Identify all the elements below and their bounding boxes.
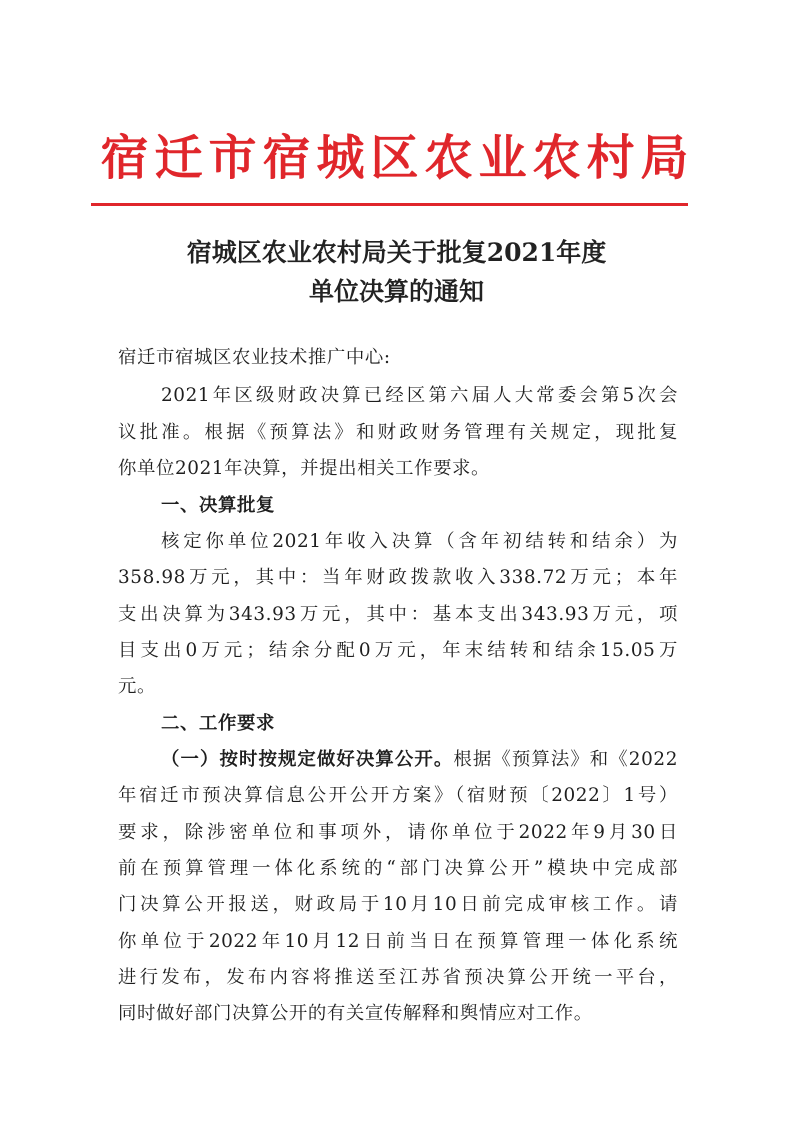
item-1-label: （一）按时按规定做好决算公开。 — [161, 749, 454, 770]
document-title-line-1: 宿城区农业农村局关于批复2021年度 — [186, 238, 607, 267]
intro-line: 议批准。根据《预算法》和财政财务管理有关规定，现批复 — [118, 422, 678, 443]
section-2-heading: 二、工作要求 — [161, 713, 275, 734]
addressee: 宿迁市宿城区农业技术推广中心: — [118, 347, 391, 368]
letterhead-red-rule — [91, 203, 688, 206]
item-1-line: 年宿迁市预决算信息公开公开方案》（宿财预〔2022〕1号） — [118, 785, 678, 806]
section-1-line: 支出决算为343.93万元，其中：基本支出343.93万元，项 — [118, 604, 678, 625]
section-1-line: 元。 — [118, 676, 156, 697]
letterhead-org-name: 宿迁市宿城区农业农村局 — [100, 130, 695, 186]
document-title-line-2: 单位决算的通知 — [308, 277, 484, 306]
item-1-first-line — [161, 746, 678, 774]
section-1-line: 358.98万元，其中：当年财政拨款收入338.72万元；本年 — [118, 567, 678, 588]
item-1-line: 前在预算管理一体化系统的“部门决算公开”模块中完成部 — [118, 858, 678, 879]
item-1-first-line-rest: 根据《预算法》和《2022 — [453, 749, 678, 770]
item-1-line: 你单位于2022年10月12日前当日在预算管理一体化系统 — [118, 931, 678, 952]
section-1-line: 核定你单位2021年收入决算（含年初结转和结余）为 — [161, 531, 678, 552]
intro-line: 你单位2021年决算，并提出相关工作要求。 — [118, 458, 491, 479]
section-1-heading: 一、决算批复 — [161, 495, 275, 516]
intro-line: 2021年区级财政决算已经区第六届人大常委会第5次会 — [161, 385, 678, 406]
item-1-line: 同时做好部门决算公开的有关宣传解释和舆情应对工作。 — [118, 1003, 593, 1024]
section-1-line: 目支出0万元；结余分配0万元，年末结转和结余15.05万 — [118, 640, 678, 661]
item-1-line: 门决算公开报送，财政局于10月10日前完成审核工作。请 — [118, 894, 678, 915]
item-1-line: 要求，除涉密单位和事项外，请你单位于2022年9月30日 — [118, 822, 678, 843]
item-1-line: 进行发布，发布内容将推送至江苏省预决算公开统一平台， — [118, 967, 678, 988]
